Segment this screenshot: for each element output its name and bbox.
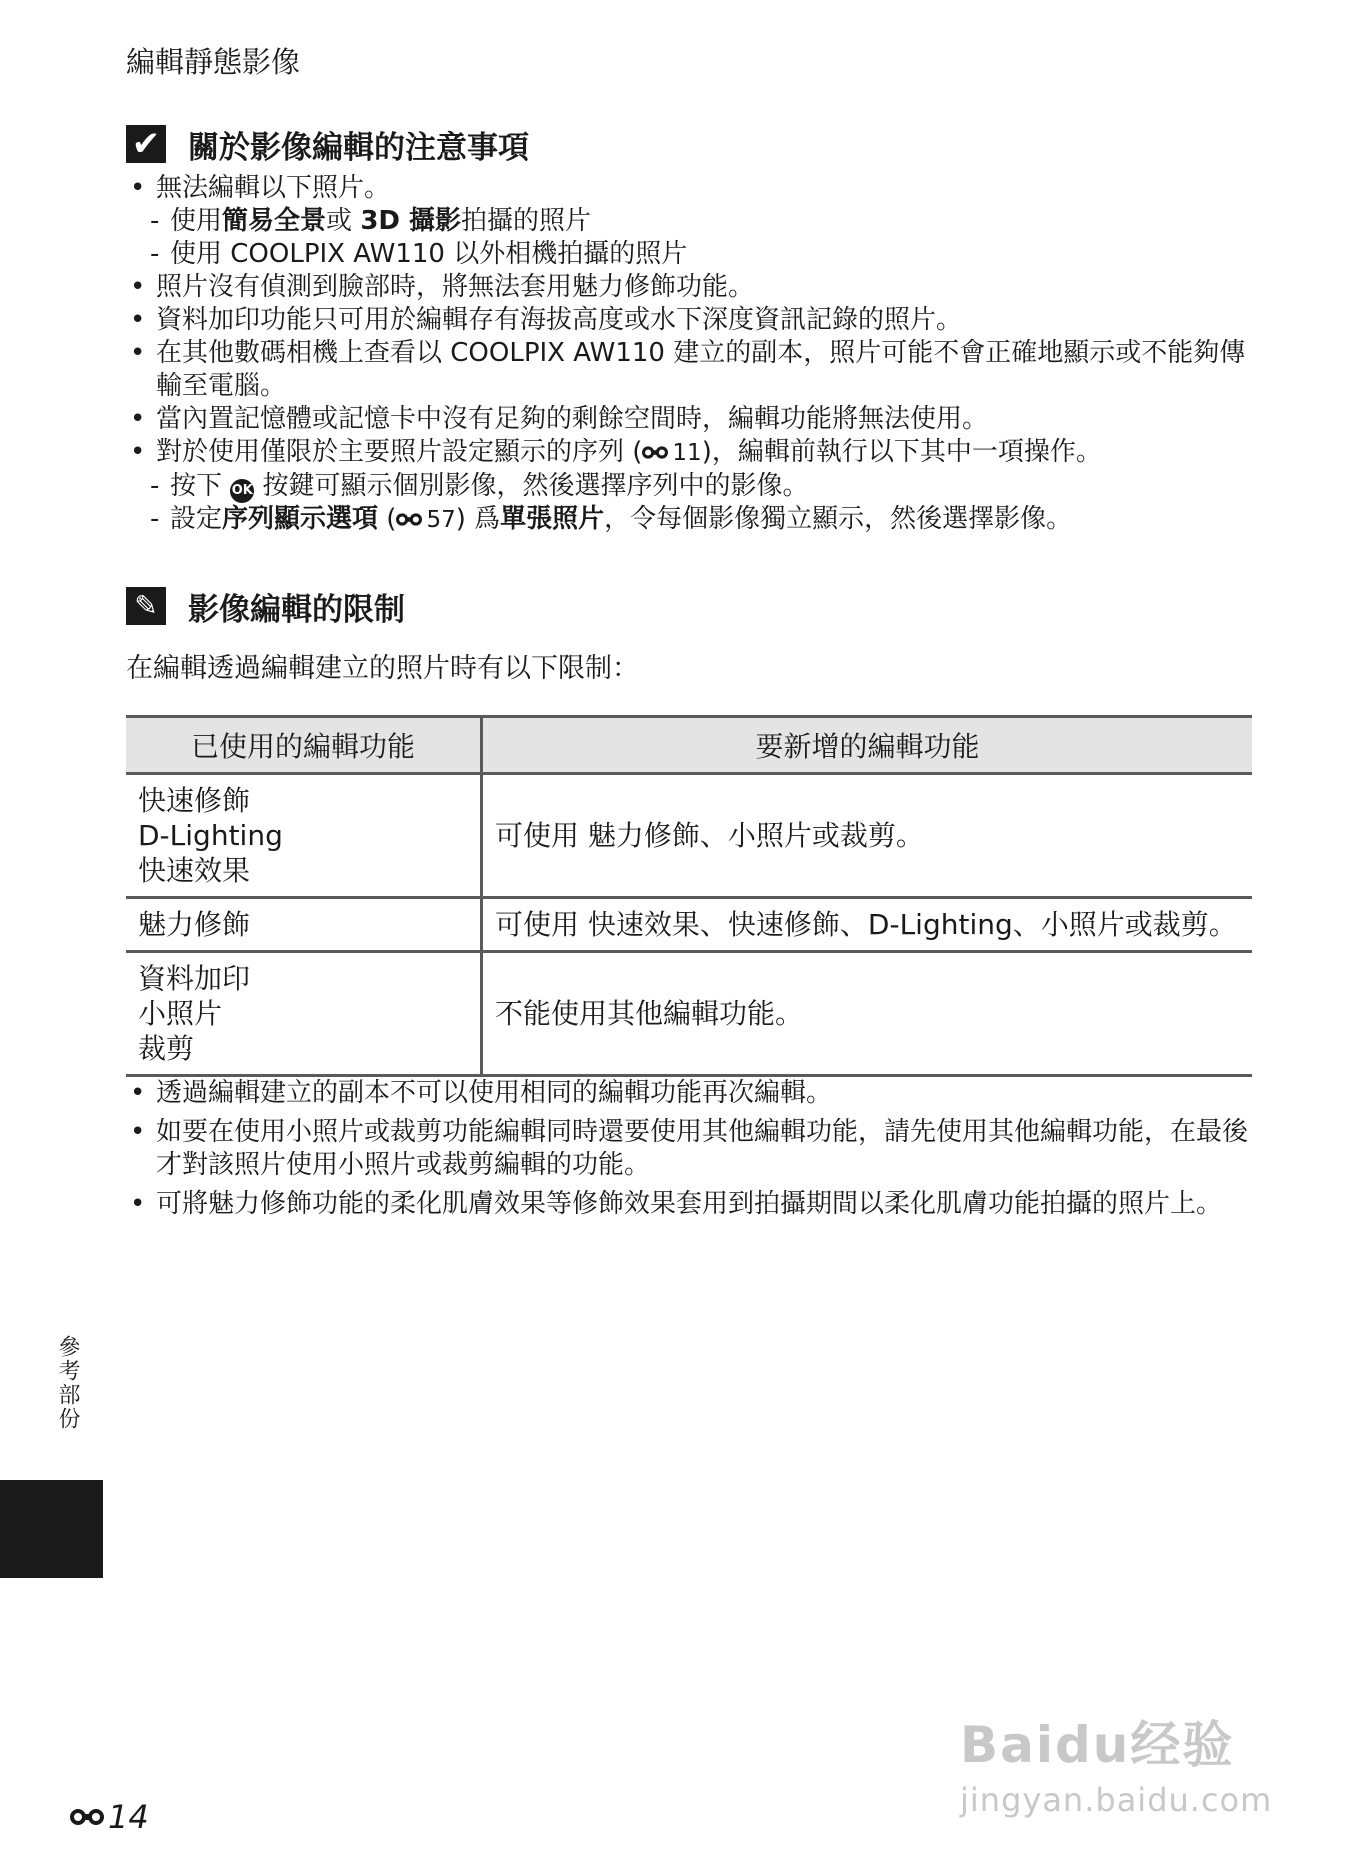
table-header-row <box>126 717 1252 774</box>
column-header-used: 已使用的編輯功能 <box>126 717 482 774</box>
table-cell-add: 不能使用其他編輯功能。 <box>482 952 1253 1076</box>
notes-title: 關於影像編輯的注意事項 <box>188 129 529 166</box>
note-item: • 透過編輯建立的副本不可以使用相同的編輯功能再次編輯。 <box>126 1077 1252 1110</box>
note-item: • 對於使用僅限於主要照片設定顯示的序列 ( 11)，編輯前執行以下其中一項操作。 <box>126 436 1252 470</box>
checkmark-icon: ✔ <box>126 125 166 163</box>
table-cell-add: 可使用 快速效果、快速修飾、D-Lighting、小照片或裁剪。 <box>482 898 1253 952</box>
page-number: 14 <box>70 1798 149 1836</box>
note-subitem: - 按下 OK 按鍵可顯示個別影像，然後選擇序列中的影像。 <box>150 470 1252 503</box>
limits-intro: 在編輯透過編輯建立的照片時有以下限制： <box>126 653 639 684</box>
note-item: • 在其他數碼相機上查看以 COOLPIX AW110 建立的副本，照片可能不會正確地顯示或不能夠傳輸至電腦。 <box>126 337 1252 403</box>
note-item: • 如要在使用小照片或裁剪功能編輯同時還要使用其他編輯功能，請先使用其他編輯功能，在最後才對該照片使用小照片或裁剪編輯的功能。 <box>126 1116 1252 1182</box>
limits-table <box>126 715 1252 1077</box>
reference-section-icon <box>70 1806 104 1828</box>
table-row <box>126 898 1252 952</box>
limits-heading <box>126 584 1252 628</box>
table-cell-add: 可使用 魅力修飾、小照片或裁剪。 <box>495 819 924 852</box>
note-item: • 資料加印功能只可用於編輯存有海拔高度或水下深度資訊記錄的照片。 <box>126 304 1252 337</box>
baidu-watermark <box>960 1705 1272 1819</box>
page-header: 編輯靜態影像 <box>126 45 301 79</box>
limits-title: 影像編輯的限制 <box>188 591 405 628</box>
reference-section-icon <box>396 511 422 528</box>
table-cell-used: 快速修飾 D-Lighting 快速效果 <box>126 774 482 898</box>
notes-list <box>126 172 1252 537</box>
pencil-icon: ✎ <box>126 587 166 625</box>
limits-section <box>126 584 1252 1221</box>
limits-notes-list <box>126 1077 1252 1221</box>
note-item: • 可將魅力修飾功能的柔化肌膚效果等修飾效果套用到拍攝期間以柔化肌膚功能拍攝的照片上。 <box>126 1188 1252 1221</box>
ok-button-icon: OK <box>230 479 254 503</box>
table-cell-used: 資料加印 小照片 裁剪 <box>126 952 482 1076</box>
watermark-brand: Baidu经验 <box>960 1716 1235 1774</box>
table-row <box>126 952 1252 1076</box>
watermark-url: jingyan.baidu.com <box>960 1781 1273 1819</box>
notes-section <box>126 122 1252 537</box>
notes-heading <box>126 122 1252 166</box>
note-item: • 照片沒有偵測到臉部時，將無法套用魅力修飾功能。 <box>126 271 1252 304</box>
side-section-label: 參考部份 <box>55 1335 80 1431</box>
note-subitem: - 使用簡易全景或 3D 攝影拍攝的照片 <box>150 205 1252 238</box>
note-item: • 無法編輯以下照片。 <box>126 172 1252 205</box>
table-cell-used: 魅力修飾 <box>126 898 482 952</box>
note-item: • 當內置記憶體或記憶卡中沒有足夠的剩餘空間時，編輯功能將無法使用。 <box>126 403 1252 436</box>
column-header-add: 要新增的編輯功能 <box>482 717 1253 774</box>
note-subitem: - 設定序列顯示選項 ( 57) 爲單張照片，令每個影像獨立顯示，然後選擇影像。 <box>150 503 1252 537</box>
side-tab-marker <box>0 1480 103 1578</box>
note-subitem: - 使用 COOLPIX AW110 以外相機拍攝的照片 <box>150 238 1252 271</box>
table-row <box>126 774 1252 898</box>
reference-section-icon <box>642 444 668 461</box>
